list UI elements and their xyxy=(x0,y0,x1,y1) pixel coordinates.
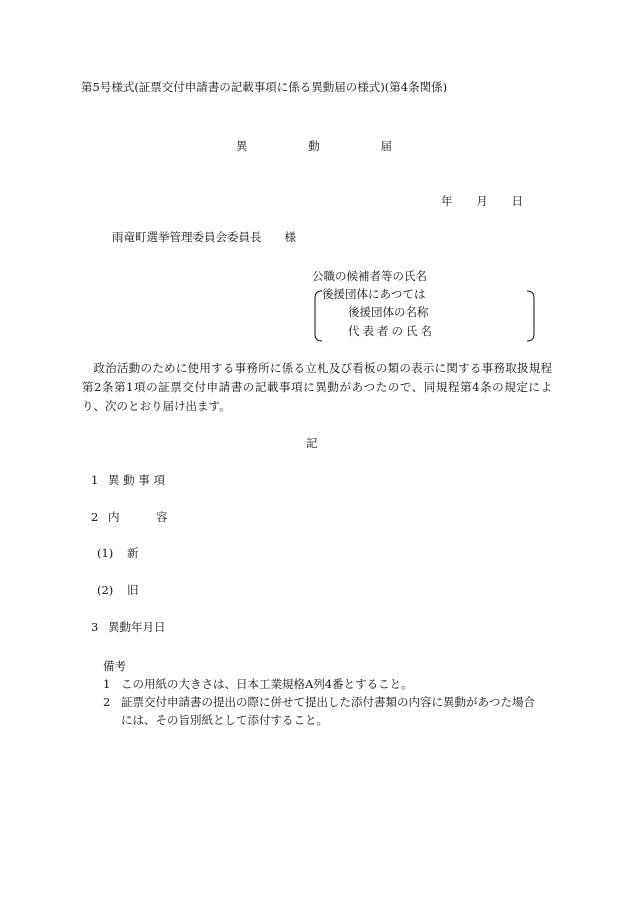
title-char-1: 異 xyxy=(236,139,248,153)
note-2-text-line-2: には、その旨別紙として添付すること。 xyxy=(121,713,328,727)
note-2-text-line-1: 証票交付申請書の提出の際に併せて提出した添付書類の内容に異動があつた場合 xyxy=(121,695,535,709)
representative-name-label: 代表者の氏名 xyxy=(348,324,435,338)
day-label: 日 xyxy=(511,194,523,208)
note-1-number: 1 xyxy=(103,677,111,691)
item-2-label-b: 容 xyxy=(156,510,168,524)
body-paragraph: 政治活動のために使用する事務所に係る立札及び看板の類の表示に関する事務取扱規程第2条第1項の証票交付申請書の記載事項に異動があつたので、同規程第4条の規定により、次のとおり届け出ます。 xyxy=(82,361,552,413)
sub-item-1-number: (1) xyxy=(97,546,114,560)
addressee: 雨竜町選挙管理委員会委員長 様 xyxy=(112,230,296,244)
document-title xyxy=(236,138,392,154)
note-2-number: 2 xyxy=(103,695,111,709)
sub-item-1-label: 新 xyxy=(127,546,139,560)
item-1-label: 異 動 事 項 xyxy=(108,473,165,487)
form-title: 第5号様式(証票交付申請書の記載事項に係る異動届の様式)(第4条関係) xyxy=(81,80,448,94)
ki-heading: 記 xyxy=(306,436,318,450)
note-1-text: この用紙の大きさは、日本工業規格A列4番とすること。 xyxy=(121,677,413,691)
title-char-2: 動 xyxy=(308,139,320,153)
item-2-number: 2 xyxy=(91,510,99,524)
month-label: 月 xyxy=(476,194,488,208)
item-3-number: 3 xyxy=(91,620,99,634)
support-group-label: 後援団体にあつては xyxy=(322,287,426,301)
candidate-name-label: 公職の候補者等の氏名 xyxy=(312,269,427,283)
date-line xyxy=(441,193,523,209)
group-name-label: 後援団体の名称 xyxy=(348,305,429,319)
sub-item-2-label: 旧 xyxy=(127,583,139,597)
title-char-3: 届 xyxy=(380,139,392,153)
item-2-label-a: 内 xyxy=(108,510,120,524)
notes-heading: 備考 xyxy=(103,659,126,673)
sub-item-2-number: (2) xyxy=(97,583,114,597)
item-1-number: 1 xyxy=(91,473,99,487)
year-label: 年 xyxy=(441,194,453,208)
right-brace xyxy=(526,290,536,342)
item-3-label: 異動年月日 xyxy=(108,620,166,634)
